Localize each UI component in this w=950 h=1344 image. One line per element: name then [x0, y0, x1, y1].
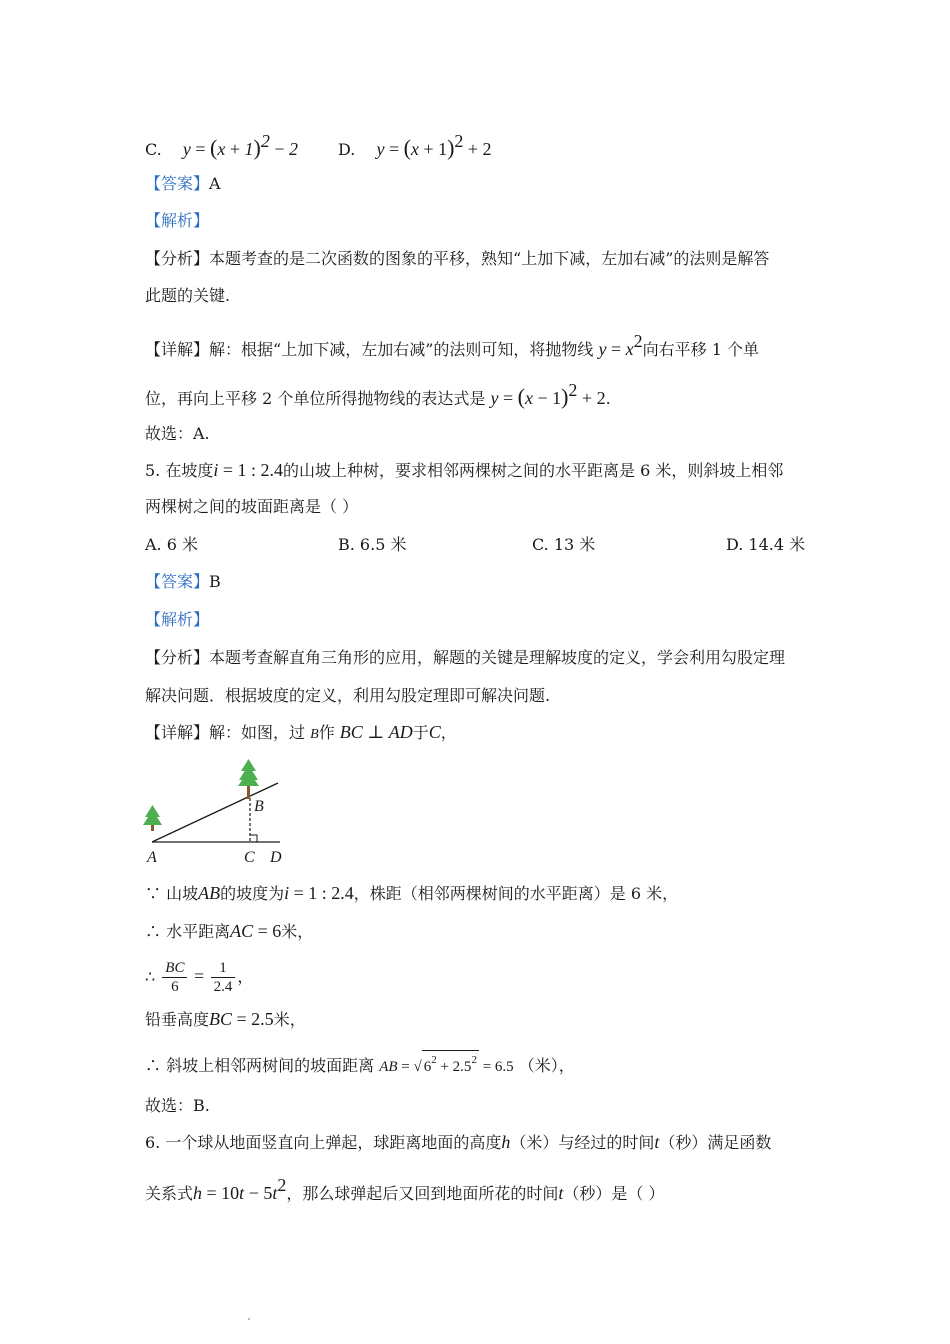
q5-option-d: D. 14.4 米 [726, 535, 806, 554]
q6-stem: 6. 一个球从地面竖直向上弹起，球距离地面的高度h（米）与经过的时间t（秒）满足函数 [145, 1132, 772, 1152]
q6-stem-cont: 关系式$h = 10t - 5t^2$，那么球弹起后又回到地面所花的时间t（秒）是（ ） [145, 1175, 665, 1203]
q5-analysis-tag: 【解析】 [145, 610, 210, 629]
q4-detail: 【详解】解：根据“上加下减，左加右减”的法则可知，将抛物线 $y = x^2$向右平移 1 个单 [145, 331, 759, 359]
label-d: D [270, 849, 282, 866]
q5-stem-cont: 两棵树之间的坡面距离是（ ） [145, 497, 359, 516]
q5-fenxi-cont: 解决问题．根据坡度的定义，利用勾股定理即可解决问题. [145, 686, 551, 705]
q5-step1: ∵ 山坡AB的坡度为i = 1 : 2.4，株距（相邻两棵树间的水平距离）是 6 米， [145, 883, 679, 903]
q5-answer: 【答案】B [145, 572, 221, 591]
label-b: B [254, 798, 264, 815]
q5-conclusion: 故选：B. [145, 1096, 210, 1115]
option-c: C. $y = (x + 1)^2 - 2$ [145, 131, 298, 160]
tree-icon-left [143, 805, 162, 831]
option-d: D. $y = (x + 1)^2 + 2$ [338, 131, 492, 160]
q5-option-a: A. 6 米 [145, 535, 198, 554]
q4-analysis-tag: 【解析】 [145, 211, 210, 230]
slope-diagram [140, 755, 300, 867]
q5-option-c: C. 13 米 [532, 535, 596, 554]
q4-detail-cont: 位，再向上平移 2 个单位所得抛物线的表达式是 $y = (x - 1)^2 + 2$. [145, 380, 611, 409]
footer-dot [248, 1318, 250, 1320]
q4-fenxi-cont: 此题的关键. [145, 286, 231, 305]
q4-fenxi: 【分析】本题考查的是二次函数的图象的平移，熟知“上加下减，左加右减”的法则是解答 [145, 249, 770, 268]
q5-detail: 【详解】解：如图，过 B作 BC ⊥ AD于C， [145, 722, 457, 742]
right-angle-mark [250, 835, 257, 842]
q5-fenxi: 【分析】本题考查解直角三角形的应用，解题的关键是理解坡度的定义，学会利用勾股定理 [145, 648, 786, 667]
q5-step3: ∴ $\frac{BC}{6}$ = $\frac{1}{2.4}$ ， [145, 960, 254, 995]
q5-stem: 5. 在坡度i = 1 : 2.4的山坡上种树，要求相邻两棵树之间的水平距离是 6 米，则斜坡上相邻 [145, 460, 784, 480]
q4-answer: 【答案】A [145, 174, 221, 193]
q5-option-b: B. 6.5 米 [338, 535, 407, 554]
label-a: A [147, 849, 157, 866]
q5-step2: ∴ 水平距离AC = 6米， [145, 921, 314, 941]
label-c: C [244, 849, 255, 866]
q5-step4: 铅垂高度BC = 2.5米， [145, 1009, 306, 1029]
q4-conclusion: 故选：A. [145, 424, 210, 443]
q5-step5: ∴ 斜坡上相邻两树间的坡面距离 AB = √ $6^2 + 2.5^2 = 6.5$ （米）， [145, 1050, 575, 1078]
